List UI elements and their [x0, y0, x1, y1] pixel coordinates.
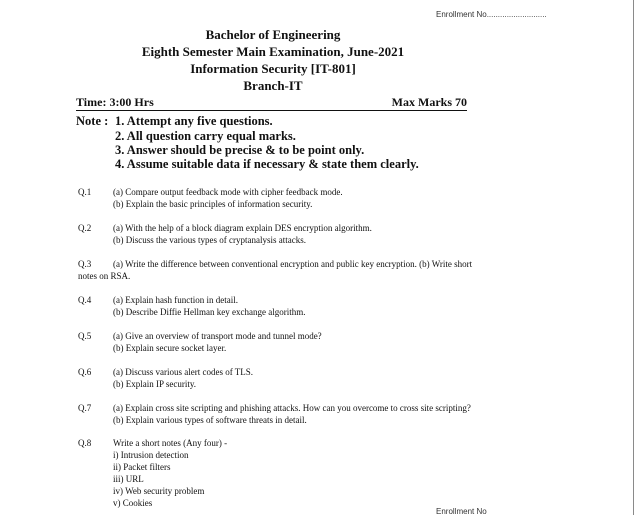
question-line: (b) Explain various types of software threats in detail. [113, 415, 307, 425]
question-line: (b) Explain secure socket layer. [113, 343, 227, 353]
question-number: Q.8 [78, 438, 92, 448]
note-item: 3. Answer should be precise & to be point only. [115, 143, 365, 157]
branch-title: Branch-IT [243, 78, 303, 93]
question-line: iii) URL [113, 474, 144, 484]
question-line: (a) Explain hash function in detail. [113, 295, 238, 305]
question-line: (b) Discuss the various types of cryptanalysis attacks. [113, 235, 306, 245]
question-line: (a) Compare output feedback mode with cipher feedback mode. [113, 187, 343, 197]
question-number: Q.2 [78, 223, 92, 233]
subject-title: Information Security [IT-801] [190, 61, 356, 76]
note-item: 2. All question carry equal marks. [115, 129, 296, 143]
question-line: iv) Web security problem [113, 486, 205, 496]
question-line: (a) Give an overview of transport mode and tunnel mode? [113, 331, 322, 341]
note-item: 1. Attempt any five questions. [115, 114, 273, 128]
question-line: (a) Write the difference between conventional encryption and public key encryption. (b) Write short [113, 259, 473, 269]
question-line: (a) With the help of a block diagram explain DES encryption algorithm. [113, 223, 372, 233]
question-line: (a) Discuss various alert codes of TLS. [113, 367, 254, 377]
question-line: notes on RSA. [78, 271, 131, 281]
question-line: Write a short notes (Any four) - [113, 438, 228, 448]
time-marks-row [76, 95, 467, 111]
question-line: ii) Packet filters [113, 462, 171, 472]
question-number: Q.6 [78, 367, 92, 377]
time-label: Time: 3:00 Hrs [76, 95, 154, 109]
question-number: Q.3 [78, 259, 92, 269]
question-number: Q.7 [78, 403, 92, 413]
question-number: Q.4 [78, 295, 92, 305]
question-line: (b) Explain IP security. [113, 379, 197, 389]
exam-title: Eighth Semester Main Examination, June-2021 [141, 44, 405, 59]
question-line: (b) Describe Diffie Hellman key exchange algorithm. [113, 307, 306, 317]
question-line: (b) Explain the basic principles of information security. [113, 199, 313, 209]
page-edge [633, 0, 634, 515]
question-line: v) Cookies [113, 498, 153, 508]
question-number: Q.5 [78, 331, 92, 341]
question-line: i) Intrusion detection [113, 450, 189, 460]
question-number: Q.1 [78, 187, 92, 197]
enrollment-number-top: Enrollment No........................... [436, 10, 547, 19]
max-marks-label: Max Marks 70 [391, 95, 467, 109]
note-item: 4. Assume suitable data if necessary & state them clearly. [115, 157, 419, 171]
question-line: (a) Explain cross site scripting and phishing attacks. How can you overcome to cross site scripting? [113, 403, 471, 413]
note-label: Note : [76, 114, 109, 128]
degree-title: Bachelor of Engineering [205, 27, 341, 42]
enrollment-number-bottom: Enrollment No [436, 507, 487, 516]
